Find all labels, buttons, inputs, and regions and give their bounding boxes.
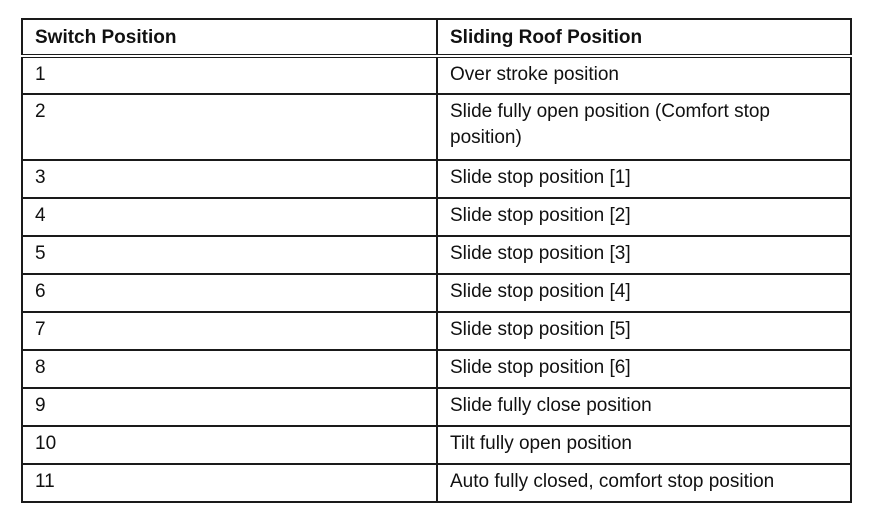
roof-position-cell: Slide stop position [4]: [437, 274, 851, 312]
roof-position-cell: Over stroke position: [437, 56, 851, 94]
table-row: [22, 426, 851, 464]
table-row: [22, 160, 851, 198]
roof-position-cell: Slide stop position [5]: [437, 312, 851, 350]
roof-position-cell: Slide stop position [2]: [437, 198, 851, 236]
roof-position-cell: Tilt fully open position: [437, 426, 851, 464]
table-header-row: [22, 19, 851, 56]
switch-position-cell: 3: [22, 160, 437, 198]
switch-position-cell: 1: [22, 56, 437, 94]
roof-position-cell: Slide stop position [6]: [437, 350, 851, 388]
table-row: [22, 236, 851, 274]
switch-position-cell: 4: [22, 198, 437, 236]
roof-position-cell: Slide stop position [1]: [437, 160, 851, 198]
column-header-switch-position: Switch Position: [22, 19, 437, 56]
table-row: [22, 198, 851, 236]
table-row: [22, 464, 851, 502]
roof-position-cell: Slide fully close position: [437, 388, 851, 426]
column-header-sliding-roof-position: Sliding Roof Position: [437, 19, 851, 56]
switch-position-cell: 11: [22, 464, 437, 502]
switch-position-table: [21, 18, 852, 503]
roof-position-cell: Slide fully open position (Comfort stop position): [437, 94, 851, 160]
switch-position-cell: 2: [22, 94, 437, 160]
table-row: [22, 56, 851, 94]
switch-position-cell: 9: [22, 388, 437, 426]
switch-position-cell: 6: [22, 274, 437, 312]
table-row: [22, 388, 851, 426]
switch-position-cell: 8: [22, 350, 437, 388]
table-row: [22, 312, 851, 350]
roof-position-cell: Slide stop position [3]: [437, 236, 851, 274]
table-row: [22, 94, 851, 160]
switch-position-cell: 5: [22, 236, 437, 274]
switch-position-cell: 7: [22, 312, 437, 350]
roof-position-cell: Auto fully closed, comfort stop position: [437, 464, 851, 502]
table-row: [22, 350, 851, 388]
switch-position-cell: 10: [22, 426, 437, 464]
table-row: [22, 274, 851, 312]
